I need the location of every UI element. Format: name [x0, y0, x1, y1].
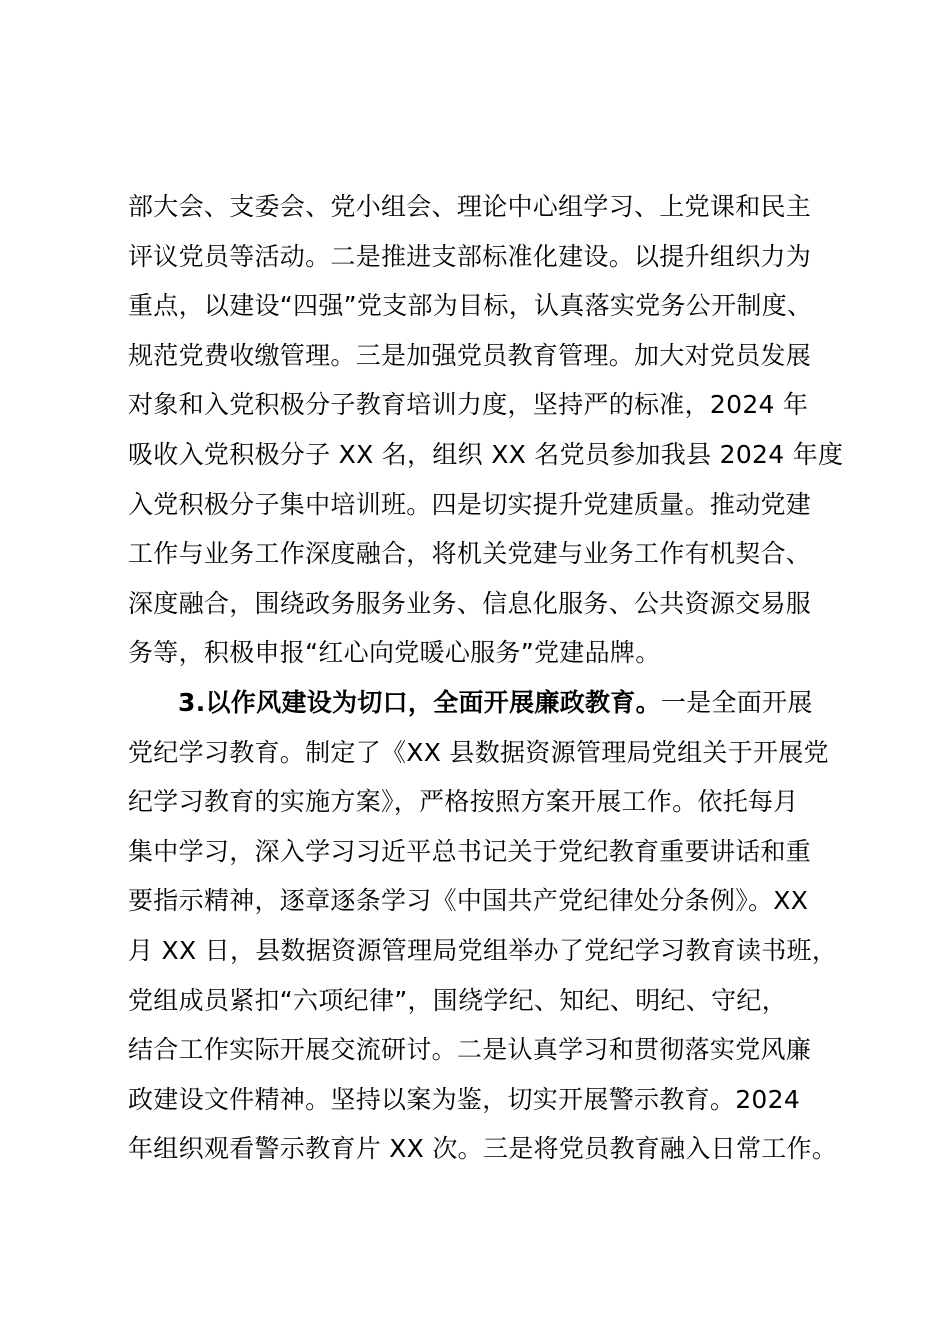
text-line: 集中学习，深入学习习近平总书记关于党纪教育重要讲话和重: [128, 836, 812, 866]
text-line: 评议党员等活动。二是推进支部标准化建设。以提升组织力为: [128, 241, 812, 271]
text-line: 政建设文件精神。坚持以案为鉴，切实开展警示教育。2024: [128, 1084, 801, 1114]
section-heading-line: [128, 678, 853, 728]
text-line: 规范党费收缴管理。三是加强党员教育管理。加大对党员发展: [128, 340, 812, 370]
section-heading-continuation: 一是全面开展: [660, 687, 813, 717]
text-line: 重点，以建设“四强”党支部为目标，认真落实党务公开制度、: [128, 291, 813, 321]
text-line: 深度融合，围绕政务服务业务、信息化服务、公共资源交易服: [128, 588, 812, 618]
text-line: 月 XX 日，县数据资源管理局党组举办了党纪学习教育读书班，: [128, 935, 838, 965]
text-line: 党组成员紧扣“六项纪律”，围绕学纪、知纪、明纪、守纪，: [128, 985, 788, 1015]
text-line: 入党积极分子集中培训班。四是切实提升党建质量。推动党建: [128, 489, 812, 519]
text-line: 结合工作实际开展交流研讨。二是认真学习和贯彻落实党风廉: [128, 1035, 812, 1065]
section-heading: 3.以作风建设为切口，全面开展廉政教育。: [178, 687, 661, 717]
text-line: 吸收入党积极分子 XX 名，组织 XX 名党员参加我县 2024 年度: [128, 439, 844, 469]
text-line: 部大会、支委会、党小组会、理论中心组学习、上党课和民主: [128, 192, 812, 221]
text-line: 对象和入党积极分子教育培训力度，坚持严的标准，2024 年: [128, 390, 809, 420]
body-text: [128, 182, 853, 1174]
text-line: 务等，积极申报“红心向党暖心服务”党建品牌。: [128, 638, 661, 668]
text-line: 要指示精神，逐章逐条学习《中国共产党纪律处分条例》。XX: [128, 886, 809, 916]
text-line: 工作与业务工作深度融合，将机关党建与业务工作有机契合、: [128, 539, 812, 569]
text-line: 年组织观看警示教育片 XX 次。三是将党员教育融入日常工作。: [128, 1134, 838, 1164]
text-line: 纪学习教育的实施方案》，严格按照方案开展工作。依托每月: [128, 787, 799, 817]
text-line: 党纪学习教育。制定了《XX 县数据资源管理局党组关于开展党: [128, 737, 829, 767]
